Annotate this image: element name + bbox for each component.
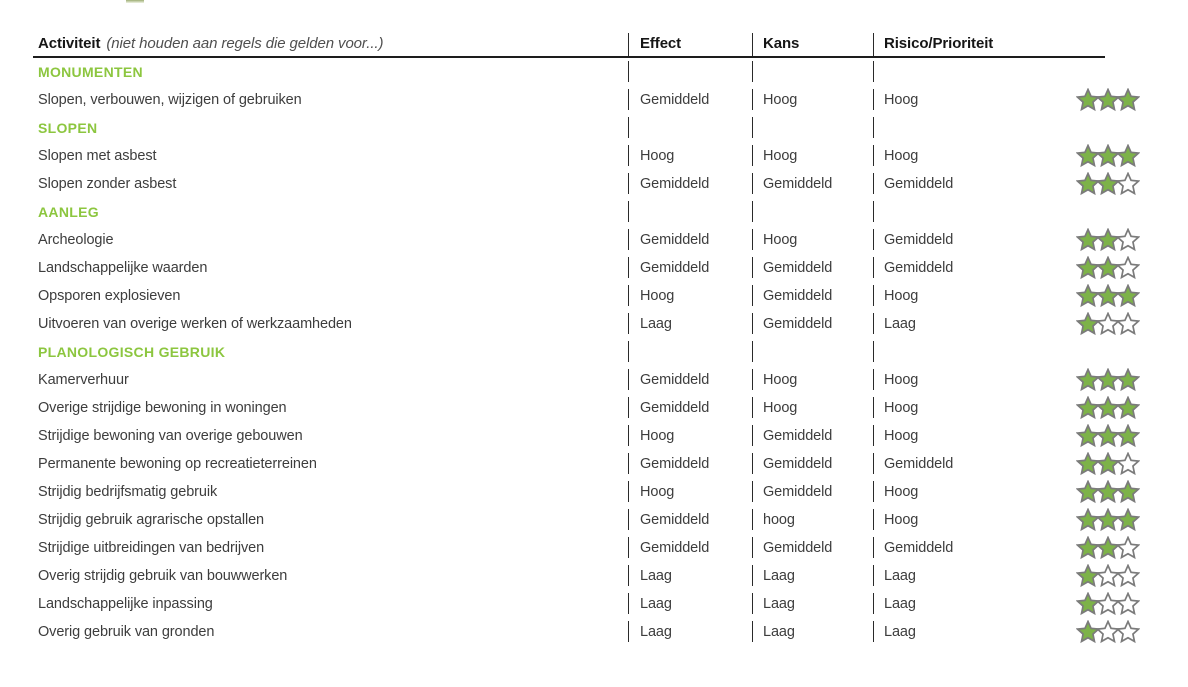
activity-cell: Strijdige bewoning van overige gebouwen [38,428,303,444]
column-header-activiteit [33,30,628,56]
table-row [33,142,1144,170]
risico-cell: Gemiddeld [873,226,1076,254]
risico-cell: Hoog [873,478,1076,506]
kans-cell-empty [752,58,873,86]
star-icon-filled [1116,284,1140,308]
effect-cell-empty [628,114,752,142]
star-rating [1076,282,1144,310]
activity-cell: Landschappelijke inpassing [38,596,213,612]
activity-cell: Opsporen explosieven [38,288,181,304]
star-icon-empty [1116,620,1140,644]
column-header-kans [752,30,873,56]
cropped-content-artifact [126,0,144,3]
activiteit-note: (niet houden aan regels die gelden voor...) [106,34,384,52]
effect-cell: Gemiddeld [628,86,752,114]
table-row [33,450,1144,478]
effect-cell: Gemiddeld [628,254,752,282]
table-row [33,394,1144,422]
effect-cell: Laag [628,562,752,590]
effect-cell: Gemiddeld [628,366,752,394]
activity-cell: Permanente bewoning op recreatieterreinen [38,456,317,472]
star-icon-empty [1116,592,1140,616]
column-header-effect [628,30,752,56]
effect-cell-empty [628,198,752,226]
star-rating [1076,170,1144,198]
table-row [33,534,1144,562]
risico-cell: Hoog [873,142,1076,170]
kans-cell-empty [752,198,873,226]
risico-cell: Hoog [873,86,1076,114]
section-label: SLOPEN [38,120,98,136]
star-rating [1076,226,1144,254]
star-icon-empty [1116,312,1140,336]
section-header-row [33,58,1144,86]
risico-cell: Laag [873,310,1076,338]
table-row [33,506,1144,534]
risico-cell-empty [873,198,1076,226]
star-icon-empty [1116,228,1140,252]
table-row [33,282,1144,310]
star-icon-filled [1116,368,1140,392]
table-row [33,422,1144,450]
section-label: AANLEG [38,204,99,220]
activity-cell: Overig gebruik van gronden [38,624,215,640]
risico-cell-empty [873,114,1076,142]
section-header-row [33,114,1144,142]
effect-cell: Hoog [628,282,752,310]
risico-cell: Hoog [873,506,1076,534]
activity-cell: Overig strijdig gebruik van bouwwerken [38,568,288,584]
star-rating [1076,142,1144,170]
effect-cell-empty [628,58,752,86]
risico-cell: Laag [873,618,1076,646]
effect-cell: Laag [628,590,752,618]
star-icon-empty [1116,172,1140,196]
stars-cell-empty [1076,58,1144,86]
risico-cell: Gemiddeld [873,450,1076,478]
kans-cell: Gemiddeld [752,422,873,450]
star-icon-filled [1116,144,1140,168]
kans-cell: Gemiddeld [752,254,873,282]
kans-cell: Gemiddeld [752,170,873,198]
risico-cell: Hoog [873,394,1076,422]
effect-cell: Hoog [628,422,752,450]
risico-cell-empty [873,338,1076,366]
kans-cell: Hoog [752,142,873,170]
star-rating [1076,394,1144,422]
activity-cell: Archeologie [38,232,114,248]
risico-cell: Laag [873,590,1076,618]
table-row [33,310,1144,338]
activity-cell: Strijdige uitbreidingen van bedrijven [38,540,265,556]
kans-cell: Gemiddeld [752,450,873,478]
section-header-row [33,338,1144,366]
kans-label: Kans [763,34,800,52]
table-row [33,254,1144,282]
table-row [33,478,1144,506]
stars-cell-empty [1076,198,1144,226]
star-rating [1076,366,1144,394]
star-rating [1076,534,1144,562]
star-icon-empty [1116,564,1140,588]
star-rating [1076,590,1144,618]
activity-cell: Landschappelijke waarden [38,260,208,276]
star-rating [1076,562,1144,590]
kans-cell: Gemiddeld [752,534,873,562]
star-rating [1076,450,1144,478]
activity-cell: Slopen met asbest [38,148,157,164]
kans-cell: Gemiddeld [752,310,873,338]
table-row [33,590,1144,618]
table-rows [33,58,1144,646]
activity-cell: Slopen, verbouwen, wijzigen of gebruiken [38,92,302,108]
star-icon-filled [1116,424,1140,448]
table-row [33,366,1144,394]
star-rating [1076,618,1144,646]
risico-cell: Gemiddeld [873,170,1076,198]
kans-cell-empty [752,338,873,366]
star-rating [1076,506,1144,534]
kans-cell: hoog [752,506,873,534]
star-icon-filled [1116,396,1140,420]
star-rating [1076,86,1144,114]
effect-cell: Gemiddeld [628,394,752,422]
kans-cell: Laag [752,590,873,618]
star-icon-filled [1116,88,1140,112]
kans-cell: Hoog [752,394,873,422]
kans-cell: Hoog [752,226,873,254]
stars-cell-empty [1076,114,1144,142]
kans-cell: Hoog [752,366,873,394]
effect-cell: Hoog [628,478,752,506]
kans-cell: Hoog [752,86,873,114]
star-icon-empty [1116,452,1140,476]
table-row [33,170,1144,198]
stars-cell-empty [1076,338,1144,366]
effect-cell: Gemiddeld [628,450,752,478]
star-rating [1076,310,1144,338]
star-icon-filled [1116,508,1140,532]
section-header-row [33,198,1144,226]
risico-cell: Gemiddeld [873,254,1076,282]
column-header-risico-prioriteit [873,30,1105,56]
activity-cell: Slopen zonder asbest [38,176,177,192]
table-row [33,618,1144,646]
kans-cell: Laag [752,618,873,646]
risico-label: Risico/Prioriteit [884,34,994,52]
table-row [33,226,1144,254]
star-rating [1076,478,1144,506]
activity-cell: Strijdig gebruik agrarische opstallen [38,512,265,528]
effect-cell-empty [628,338,752,366]
effect-cell: Gemiddeld [628,534,752,562]
effect-cell: Laag [628,310,752,338]
risico-cell: Laag [873,562,1076,590]
effect-cell: Gemiddeld [628,170,752,198]
risico-cell: Hoog [873,422,1076,450]
section-label: MONUMENTEN [38,64,143,80]
star-icon-filled [1116,480,1140,504]
activity-cell: Uitvoeren van overige werken of werkzaamheden [38,316,352,332]
kans-cell: Gemiddeld [752,478,873,506]
kans-cell: Gemiddeld [752,282,873,310]
table-row [33,86,1144,114]
activity-cell: Strijdig bedrijfsmatig gebruik [38,484,218,500]
effect-cell: Hoog [628,142,752,170]
activity-cell: Kamerverhuur [38,372,129,388]
effect-cell: Laag [628,618,752,646]
effect-cell: Gemiddeld [628,506,752,534]
table-row [33,562,1144,590]
table-header-row [33,30,1105,58]
risico-cell: Hoog [873,282,1076,310]
star-icon-empty [1116,256,1140,280]
effect-cell: Gemiddeld [628,226,752,254]
activiteit-label: Activiteit [38,34,101,52]
star-icon-empty [1116,536,1140,560]
risico-cell: Hoog [873,366,1076,394]
activity-cell: Overige strijdige bewoning in woningen [38,400,287,416]
effect-label: Effect [640,34,682,52]
kans-cell-empty [752,114,873,142]
kans-cell: Laag [752,562,873,590]
star-rating [1076,254,1144,282]
risico-cell-empty [873,58,1076,86]
star-rating [1076,422,1144,450]
section-label: PLANOLOGISCH GEBRUIK [38,344,226,360]
risico-cell: Gemiddeld [873,534,1076,562]
